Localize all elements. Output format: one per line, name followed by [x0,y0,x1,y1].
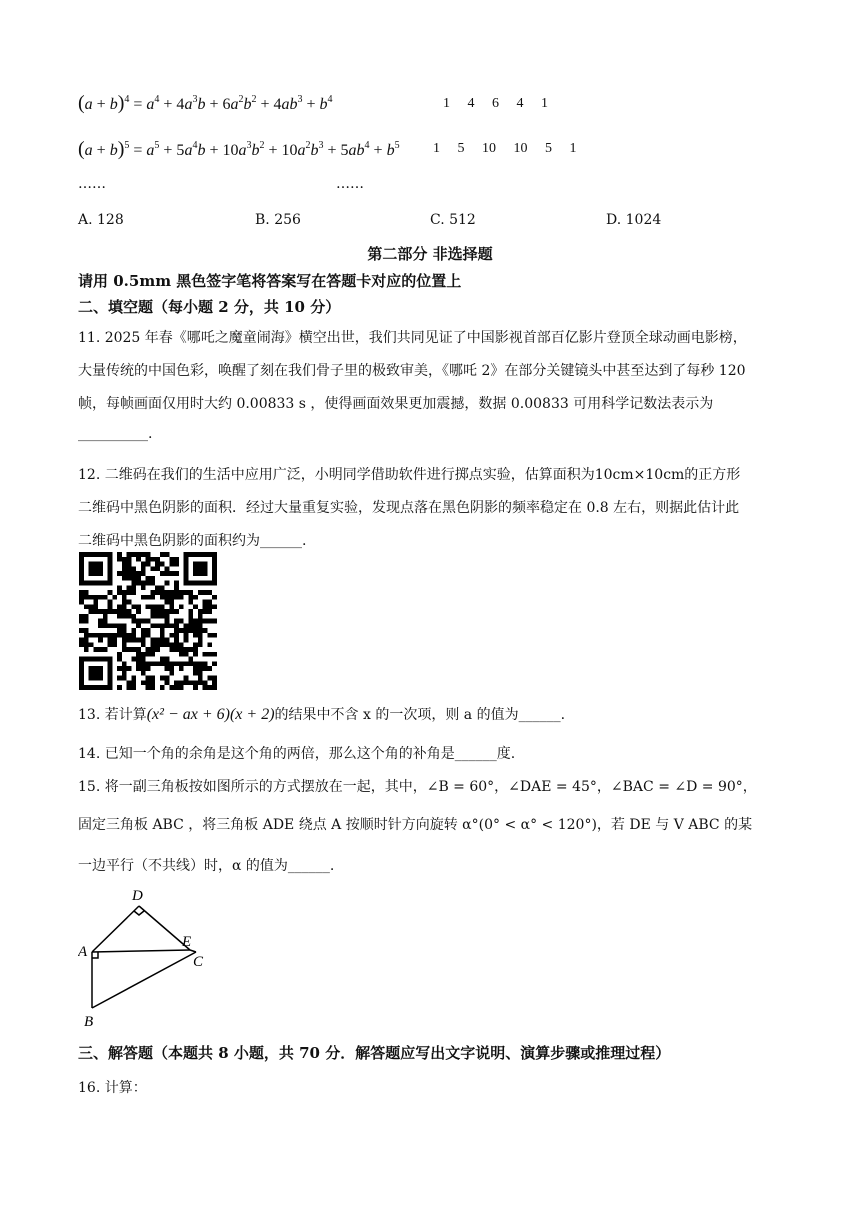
part-two-title: 第二部分 非选择题 [367,245,493,263]
q12-line-1: 12. 二维码在我们的生活中应用广泛，小明同学借助软件进行掷点实验，估算面积为10cm×10cm的正方形 [78,467,741,483]
label-d: D [132,888,143,904]
choice-a: A. 128 [78,212,124,228]
section-two-heading: 二、填空题（每小题 2 分，共 10 分） [78,298,341,316]
coefficients-row-5: 1 5 10 10 5 1 [433,141,577,156]
q15-line-3: 一边平行（不共线）时，α 的值为______. [78,858,335,874]
answer-instruction: 请用 0.5mm 黑色签字笔将答案写在答题卡对应的位置上 [78,272,462,290]
choice-c: C. 512 [430,212,476,228]
qr-code-image [78,552,218,690]
label-a: A [78,944,88,960]
q15-line-2: 固定三角板 ABC ，将三角板 ADE 绕点 A 按顺时针方向旋转 α°(0° < α° < 120°)，若 DE 与 V ABC 的某 [78,817,753,833]
choice-d: D. 1024 [606,212,662,228]
q11-answer-blank: __________. [78,426,153,442]
q12-line-3: 二维码中黑色阴影的面积约为______. [78,533,307,549]
q14-line: 14. 已知一个角的余角是这个角的两倍，那么这个角的补角是______度. [78,746,516,762]
label-b: B [84,1014,94,1030]
q16-line: 16. 计算： [78,1080,147,1096]
coefficients-row-4: 1 4 6 4 1 [443,96,548,111]
choice-b: B. 256 [255,212,301,228]
label-c: C [193,954,204,970]
section-three-heading: 三、解答题（本题共 8 小题，共 70 分．解答题应写出文字说明、演算步骤或推理过程） [78,1044,671,1062]
ellipsis-left: …… [78,176,106,192]
q11-line-2: 大量传统的中国色彩，唤醒了刻在我们骨子里的极致审美，《哪吒 2》在部分关键镜头中甚至达到了每秒 120 [78,363,746,379]
triangle-figure [78,884,218,1034]
q13-line: 13. 若计算(x² − ax + 6)(x + 2)的结果中不含 x 的一次项，则 a 的值为______. [78,706,566,723]
q13-expression: (x² − ax + 6)(x + 2) [146,706,275,723]
q15-line-1: 15. 将一副三角板按如图所示的方式摆放在一起，其中，∠B = 60°，∠DAE = 45°，∠BAC = ∠D = 90°， [78,779,757,795]
ellipsis-right: …… [336,176,364,192]
q12-line-2: 二维码中黑色阴影的面积．经过大量重复实验，发现点落在黑色阴影的频率稳定在 0.8 左右，则据此估计此 [78,500,740,516]
label-e: E [182,934,192,950]
expansion-power-5: $(a + b)^5 = a^5 + 5a^4b + 10a^3b^2 + 10a^2b^3 + 5ab^4 + b^5$ [78,138,400,160]
q11-line-1: 11. 2025 年春《哪吒之魔童闹海》横空出世，我们共同见证了中国影视首部百亿影片登顶全球动画电影榜， [78,330,747,346]
q11-line-3: 帧，每帧画面仅用时大约 0.00833 s ，使得画面效果更加震撼，数据 0.00833 可用科学记数法表示为 [78,396,714,412]
expansion-power-4: $(a + b)^4 = a^4 + 4a^3b + 6a^2b^2 + 4ab^3 + b^4$ [78,92,333,114]
